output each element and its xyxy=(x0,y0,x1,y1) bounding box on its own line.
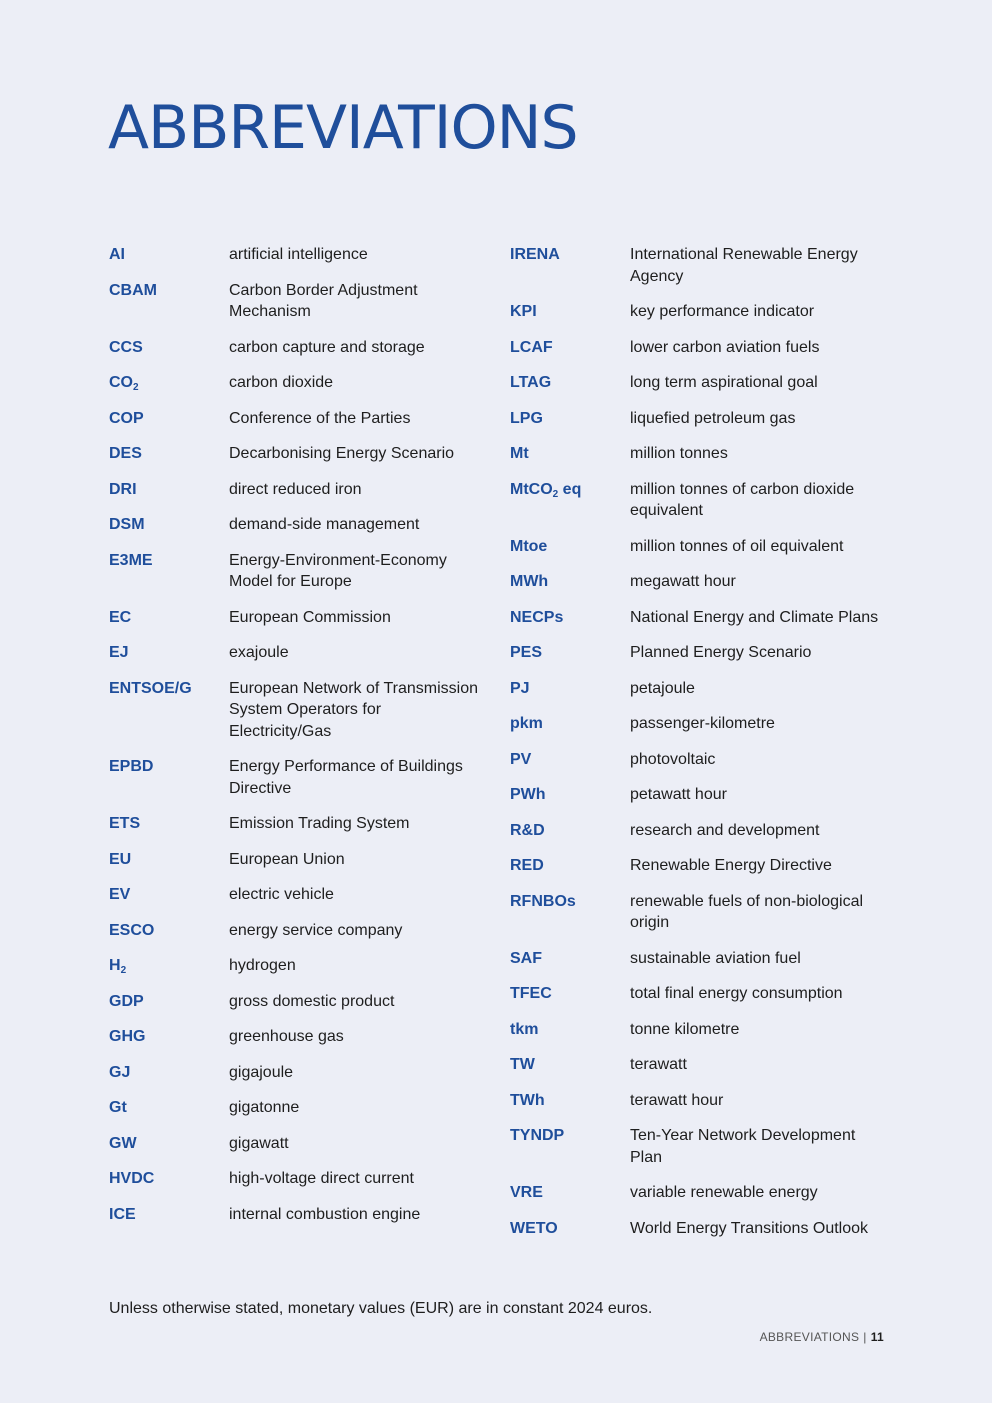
abbreviation-entry xyxy=(109,372,481,394)
abbreviation-definition: tonne kilometre xyxy=(630,1020,740,1038)
abbreviation-term: SAF xyxy=(510,949,542,967)
abbreviation-term: COP xyxy=(109,409,144,427)
abbreviation-definition: hydrogen xyxy=(229,957,296,974)
abbreviation-term: EU xyxy=(109,850,132,868)
abbreviation-entry xyxy=(510,408,890,430)
abbreviation-definition: Renewable Energy Directive xyxy=(630,857,832,874)
abbreviation-entry xyxy=(510,536,890,558)
abbreviation-term: EPBD xyxy=(109,758,154,775)
abbreviation-term: MWh xyxy=(510,573,549,590)
abbreviation-entry xyxy=(109,920,481,942)
abbreviation-entry xyxy=(109,1204,481,1226)
abbreviation-entry xyxy=(510,1090,890,1112)
abbreviation-term: GW xyxy=(109,1134,137,1152)
abbreviation-definition: gross domestic product xyxy=(229,992,395,1010)
abbreviation-definition: Decarbonising Energy Scenario xyxy=(229,445,455,462)
abbreviation-entry xyxy=(109,955,481,977)
abbreviation-term: ENTSOE/G xyxy=(109,679,192,697)
abbreviation-definition: petawatt hour xyxy=(630,786,727,803)
abbreviation-entry xyxy=(510,1125,890,1168)
abbreviation-term: TYNDP xyxy=(510,1127,565,1144)
abbreviation-entry xyxy=(510,784,890,806)
abbreviation-entry xyxy=(109,1133,481,1155)
abbreviation-definition: European Network of Transmission System Operators for Electricity/Gas xyxy=(229,679,478,740)
abbreviation-entry xyxy=(109,1168,481,1190)
abbreviation-definition: gigawatt xyxy=(229,1134,289,1152)
abbreviation-definition: renewable fuels of non-biological origin xyxy=(630,892,864,931)
abbreviation-entry xyxy=(109,408,481,430)
abbreviation-term: CCS xyxy=(109,338,143,356)
abbreviation-entry xyxy=(109,443,481,465)
abbreviation-term: HVDC xyxy=(109,1170,155,1187)
abbreviation-definition: demand-side management xyxy=(229,516,420,533)
abbreviation-entry xyxy=(109,479,481,501)
abbreviation-entry xyxy=(510,749,890,771)
abbreviation-definition: artificial intelligence xyxy=(229,246,368,263)
footer-section-label: ABBREVIATIONS xyxy=(759,1330,860,1344)
abbreviation-definition: key performance indicator xyxy=(630,303,815,320)
footer-separator: | xyxy=(863,1330,867,1344)
abbreviation-term: IRENA xyxy=(510,246,560,263)
abbreviation-term: tkm xyxy=(510,1020,539,1038)
abbreviation-term: NECPs xyxy=(510,608,564,626)
abbreviation-entry xyxy=(510,1054,890,1076)
abbreviation-definition: megawatt hour xyxy=(630,573,736,590)
abbreviation-term: LTAG xyxy=(510,374,552,391)
abbreviation-term: CBAM xyxy=(109,281,157,299)
abbreviation-term: PV xyxy=(510,750,532,768)
abbreviation-definition: European Union xyxy=(229,850,345,868)
abbreviation-definition: greenhouse gas xyxy=(229,1028,344,1045)
abbreviation-term: DES xyxy=(109,445,142,462)
abbreviation-definition: lower carbon aviation fuels xyxy=(630,338,820,356)
abbreviation-entry xyxy=(109,642,481,664)
abbreviation-definition: terawatt xyxy=(630,1056,687,1073)
abbreviation-definition: European Commission xyxy=(229,608,391,626)
abbreviation-entry xyxy=(510,1019,890,1041)
abbreviation-term: pkm xyxy=(510,715,543,732)
abbreviation-entry xyxy=(510,479,890,522)
abbreviation-term: PES xyxy=(510,644,543,661)
abbreviation-definition: Planned Energy Scenario xyxy=(630,644,812,661)
abbreviation-definition: Conference of the Parties xyxy=(229,409,411,427)
abbreviation-term: MtCO$_2$ eq xyxy=(510,480,582,500)
abbreviation-entry xyxy=(510,855,890,877)
abbreviation-entry xyxy=(109,849,481,871)
abbreviation-definition: high-voltage direct current xyxy=(229,1170,414,1187)
abbreviation-entry xyxy=(109,678,481,743)
abbreviation-term: GDP xyxy=(109,992,144,1010)
abbreviation-entry xyxy=(510,713,890,735)
abbreviation-term: GHG xyxy=(109,1028,146,1045)
abbreviation-definition: liquefied petroleum gas xyxy=(630,409,796,427)
abbreviation-entry xyxy=(109,550,481,593)
abbreviation-entry xyxy=(510,1182,890,1204)
abbreviation-term: TW xyxy=(510,1056,535,1073)
abbreviation-term: PJ xyxy=(510,679,530,697)
abbreviation-term: LCAF xyxy=(510,338,553,356)
abbreviation-definition: million tonnes of carbon dioxide equivalent xyxy=(630,480,855,519)
abbreviation-definition: Energy-Environment-Economy Model for Europe xyxy=(229,551,447,590)
abbreviation-entry xyxy=(109,884,481,906)
abbreviation-term: $CO_2$ xyxy=(109,374,139,393)
abbreviation-term: RFNBOs xyxy=(510,892,576,910)
abbreviation-definition: Energy Performance of Buildings Directive xyxy=(229,758,463,797)
abbreviation-entry xyxy=(109,1097,481,1119)
abbreviation-entry xyxy=(510,820,890,842)
abbreviation-definition: terawatt hour xyxy=(630,1091,724,1109)
abbreviation-entry xyxy=(510,443,890,465)
abbreviation-definition: energy service company xyxy=(229,921,403,939)
abbreviation-definition: gigajoule xyxy=(229,1063,294,1081)
abbreviation-term: LPG xyxy=(510,409,543,427)
abbreviation-entry xyxy=(109,607,481,629)
abbreviation-definition: passenger-kilometre xyxy=(630,715,775,732)
abbreviation-definition: carbon dioxide xyxy=(229,374,334,391)
abbreviation-entry xyxy=(510,301,890,323)
abbreviation-entry xyxy=(109,991,481,1013)
abbreviation-term: TFEC xyxy=(510,985,552,1002)
footnote: Unless otherwise stated, monetary values (EUR) are in constant 2024 euros. xyxy=(109,1300,653,1317)
abbreviation-definition: research and development xyxy=(630,821,820,839)
abbreviation-definition: World Energy Transitions Outlook xyxy=(630,1219,869,1237)
abbreviation-entry xyxy=(510,372,890,394)
abbreviation-definition: International Renewable Energy Agency xyxy=(630,246,858,285)
abbreviation-term: Gt xyxy=(109,1099,127,1116)
abbreviation-entry xyxy=(109,337,481,359)
abbreviation-term: ETS xyxy=(109,815,141,832)
abbreviation-term: RED xyxy=(510,857,544,874)
abbreviation-entry xyxy=(510,678,890,700)
abbreviation-entry xyxy=(109,1062,481,1084)
abbreviation-term: ICE xyxy=(109,1205,136,1223)
abbreviation-definition: exajoule xyxy=(229,644,289,661)
abbreviation-term: AI xyxy=(109,246,125,263)
abbreviation-entry xyxy=(510,891,890,934)
abbreviation-term: Mtoe xyxy=(510,537,548,555)
abbreviations-right-column xyxy=(510,244,890,1253)
abbreviation-entry xyxy=(510,983,890,1005)
abbreviation-definition: million tonnes of oil equivalent xyxy=(630,537,844,555)
abbreviation-term: VRE xyxy=(510,1184,543,1201)
abbreviation-entry xyxy=(109,1026,481,1048)
abbreviation-definition: million tonnes xyxy=(630,445,728,462)
abbreviation-term: EC xyxy=(109,608,132,626)
page-footer xyxy=(760,1330,884,1344)
abbreviation-definition: Ten-Year Network Development Plan xyxy=(630,1127,856,1166)
abbreviations-left-column xyxy=(109,244,481,1239)
abbreviation-definition: variable renewable energy xyxy=(630,1184,818,1201)
abbreviation-term: TWh xyxy=(510,1091,545,1109)
abbreviation-definition: National Energy and Climate Plans xyxy=(630,608,879,626)
abbreviation-definition: direct reduced iron xyxy=(229,480,362,498)
abbreviation-entry xyxy=(109,813,481,835)
abbreviation-entry xyxy=(510,607,890,629)
page-title: ABBREVIATIONS xyxy=(108,93,578,163)
abbreviation-definition: electric vehicle xyxy=(229,886,334,903)
abbreviation-definition: photovoltaic xyxy=(630,750,716,768)
abbreviation-definition: total final energy consumption xyxy=(630,985,843,1002)
abbreviation-term: PWh xyxy=(510,786,546,803)
abbreviation-term: Mt xyxy=(510,445,529,462)
abbreviation-term: DRI xyxy=(109,480,137,498)
abbreviation-term: KPI xyxy=(510,303,537,320)
abbreviation-term: GJ xyxy=(109,1063,131,1081)
page-number: 11 xyxy=(870,1330,884,1344)
abbreviation-definition: Emission Trading System xyxy=(229,815,410,832)
abbreviation-term: ESCO xyxy=(109,921,155,939)
abbreviation-definition: gigatonne xyxy=(229,1099,300,1116)
abbreviation-term: $H_2$ xyxy=(109,957,127,976)
abbreviation-entry xyxy=(109,514,481,536)
abbreviation-entry xyxy=(510,337,890,359)
abbreviation-entry xyxy=(109,280,481,323)
abbreviation-term: DSM xyxy=(109,516,145,533)
abbreviation-entry xyxy=(510,642,890,664)
abbreviation-definition: carbon capture and storage xyxy=(229,338,425,356)
abbreviation-term: R&D xyxy=(510,821,545,839)
abbreviation-definition: internal combustion engine xyxy=(229,1205,421,1223)
abbreviation-entry xyxy=(510,1218,890,1240)
abbreviation-definition: petajoule xyxy=(630,679,695,697)
abbreviation-entry xyxy=(109,244,481,266)
abbreviation-term: WETO xyxy=(510,1219,558,1237)
abbreviation-entry xyxy=(109,756,481,799)
abbreviation-entry xyxy=(510,948,890,970)
abbreviation-entry xyxy=(510,571,890,593)
abbreviation-definition: long term aspirational goal xyxy=(630,374,818,391)
abbreviation-term: EV xyxy=(109,886,131,903)
abbreviation-term: EJ xyxy=(109,644,129,661)
abbreviation-definition: sustainable aviation fuel xyxy=(630,949,801,967)
abbreviation-definition: Carbon Border Adjustment Mechanism xyxy=(229,281,418,320)
abbreviation-entry xyxy=(510,244,890,287)
abbreviation-term: E3ME xyxy=(109,551,153,569)
